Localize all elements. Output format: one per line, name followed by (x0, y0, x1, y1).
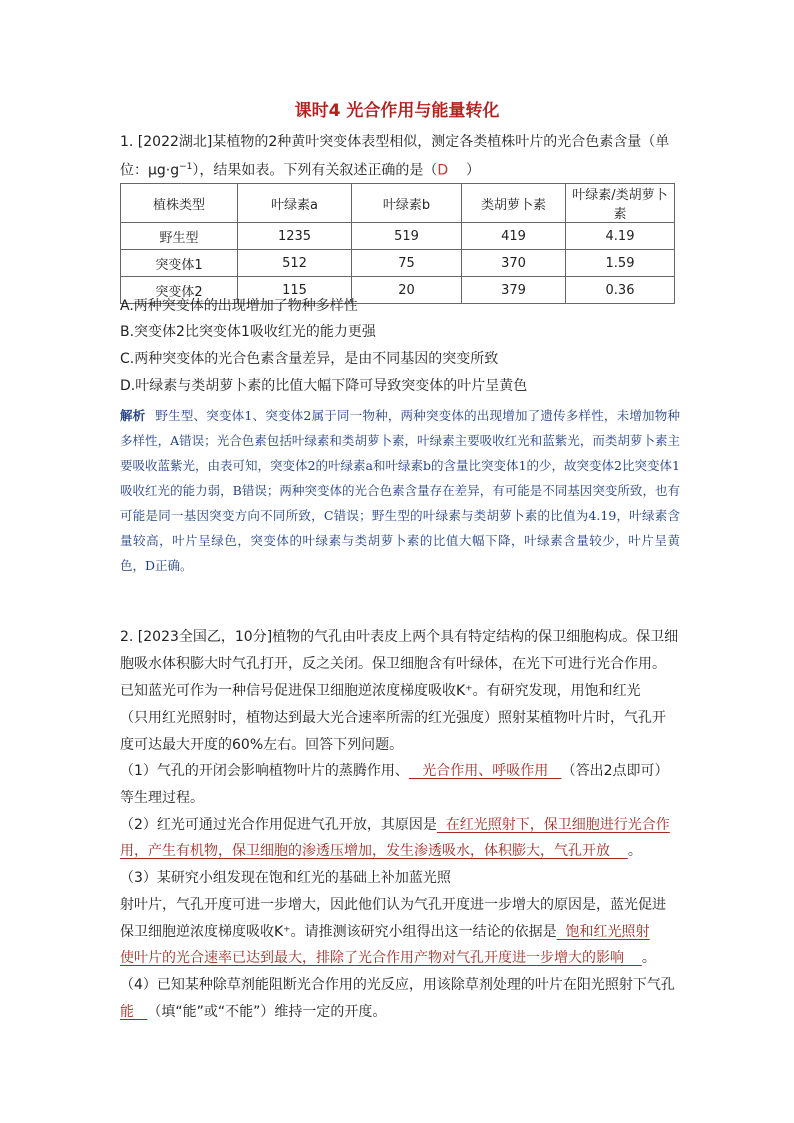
q2-part4-line2 (120, 1002, 680, 1022)
q2-part4-text: （填“能”或“不能”）维持一定的开度。 (147, 1004, 387, 1020)
q1-stem-unit: 位：μg·g (120, 162, 180, 179)
q2-part1-answer: 光合作用、呼吸作用 (408, 763, 562, 779)
table-header-row (121, 184, 675, 223)
q2-stem-line5: 度可达最大开度的60%左右。回答下列问题。 (120, 737, 404, 753)
q2-part4-line1: （4）已知某种除草剂能阻断光合作用的光反应，用该除草剂处理的叶片在阳光照射下气孔 (120, 977, 675, 993)
q1-option-c: C.两种突变体的光合色素含量差异，是由不同基因的突变所致 (120, 351, 499, 367)
table-header-cell: 叶绿素a (238, 184, 352, 223)
q2-part3-line3 (120, 922, 680, 942)
q2-part2-answer-l1: 在红光照射下，保卫细胞进行光合作 (436, 817, 670, 833)
table-cell: 野生型 (121, 223, 238, 250)
table-header-cell: 植株类型 (121, 184, 238, 223)
q2-part3-answer-l1: 饱和红光照射 (556, 924, 650, 940)
q1-stem-rest: ），结果如表。下列有关叙述正确的是（ (192, 162, 438, 179)
table-cell: 4.19 (566, 223, 675, 250)
pigment-table (120, 183, 675, 304)
table-cell: 115 (238, 277, 352, 304)
explanation-label: 解析 (120, 408, 146, 423)
q1-explanation (120, 403, 680, 578)
table-cell: 370 (462, 250, 566, 277)
table-header-cell: 叶绿素/类胡萝卜素 (566, 184, 675, 223)
q1-option-d: D.叶绿素与类胡萝卜素的比值大幅下降可导致突变体的叶片呈黄色 (120, 378, 528, 394)
table-cell: 突变体2 (121, 277, 238, 304)
table-cell: 1235 (238, 223, 352, 250)
table-header-cell: 类胡萝卜素 (462, 184, 566, 223)
q2-part2-answer-l2: 用，产生有机物，保卫细胞的渗透压增加，发生渗透吸水，体积膨大，气孔开放 (120, 843, 628, 859)
table-row (121, 250, 675, 277)
q2-part3-text: 保卫细胞逆浓度梯度吸收K⁺。请推测该研究小组得出这一结论的依据是 (120, 924, 557, 940)
q2-stem-line1: 2. [2023全国乙，10分]植物的气孔由叶表皮上两个具有特定结构的保卫细胞构成。保卫细 (120, 629, 679, 645)
q2-part2-line2 (120, 841, 680, 861)
q2-part1-note: （答出2点即可） (561, 763, 669, 779)
q2-part3-line1: （3）某研究小组发现在饱和红光的基础上补加蓝光照 (120, 870, 451, 886)
q2-stem-line4: （只用红光照射时，植物达到最大光合速率所需的红光强度）照射某植物叶片时，气孔开 (120, 710, 666, 726)
table-header-cell: 叶绿素b (352, 184, 462, 223)
q2-part3-line2: 射叶片，气孔开度可进一步增大，因此他们认为气孔开度进一步增大的原因是，蓝光促进 (120, 897, 666, 913)
page-title: 课时4 光合作用与能量转化 (294, 101, 500, 121)
table-cell: 419 (462, 223, 566, 250)
explanation-text: 野生型、突变体1、突变体2属于同一物种，两种突变体的出现增加了遗传多样性，未增加物种多样性，A错误；光合色素包括叶绿素和类胡萝卜素，叶绿素主要吸收红光和蓝紫光，而类胡萝卜素主要吸收蓝紫光，由表可知，突变体2的叶绿素a和叶绿素b的含量比突变体1的少，故突变体2比突变体1吸收红光的能力弱，B错误；两种突变体的光合色素含量存在差异，有可能是不同基因突变所致，也有可能是同一基因突变方向不同所致，C错误；野生型的叶绿素与类胡萝卜素的比值为4.19，叶绿素含量较高，叶片呈绿色，突变体的叶绿素与类胡萝卜素的比值大幅下降，叶绿素含量较少，叶片呈黄色，D正确。 (120, 408, 680, 573)
q2-part3-end: 。 (641, 950, 656, 966)
q1-stem-close: ） (448, 162, 481, 179)
q2-stem-line3: 已知蓝光可作为一种信号促进保卫细胞逆浓度梯度吸收K⁺。有研究发现，用饱和红光 (120, 683, 641, 699)
q1-answer: D (437, 162, 449, 179)
table-cell: 1.59 (566, 250, 675, 277)
table-row (121, 223, 675, 250)
q1-stem-line1: 1. [2022湖北]某植物的2种黄叶突变体表型相似，测定各类植株叶片的光合色素含量（单 (120, 134, 670, 150)
table-cell: 512 (238, 250, 352, 277)
q1-option-b: B.突变体2比突变体1吸收红光的能力更强 (120, 324, 376, 340)
q2-part1-text: （1）气孔的开闭会影响植物叶片的蒸腾作用、 (120, 763, 409, 779)
table-cell: 突变体1 (121, 250, 238, 277)
q2-part3-line4 (120, 948, 680, 968)
q1-stem-line2 (120, 157, 680, 181)
q2-part3-answer-l2: 使叶片的光合速率已达到最大，排除了光合作用产物对气孔开度进一步增大的影响 (120, 950, 642, 966)
q2-part1 (120, 761, 680, 781)
q2-part2-text: （2）红光可通过光合作用促进气孔开放，其原因是 (120, 817, 437, 833)
q2-part4-answer: 能 (120, 1004, 148, 1020)
table-cell: 75 (352, 250, 462, 277)
q2-part2 (120, 815, 680, 835)
q2-part1-line2: 等生理过程。 (120, 790, 204, 806)
table-cell: 20 (352, 277, 462, 304)
q1-stem-sup: −1 (179, 162, 193, 172)
q2-stem-line2: 胞吸水体积膨大时气孔打开，反之关闭。保卫细胞含有叶绿体，在光下可进行光合作用。 (120, 656, 666, 672)
q2-part2-end: 。 (627, 843, 642, 859)
table-cell: 379 (462, 277, 566, 304)
q1-option-a: A.两种突变体的出现增加了物种多样性 (120, 298, 358, 314)
table-cell: 519 (352, 223, 462, 250)
table-cell: 0.36 (566, 277, 675, 304)
